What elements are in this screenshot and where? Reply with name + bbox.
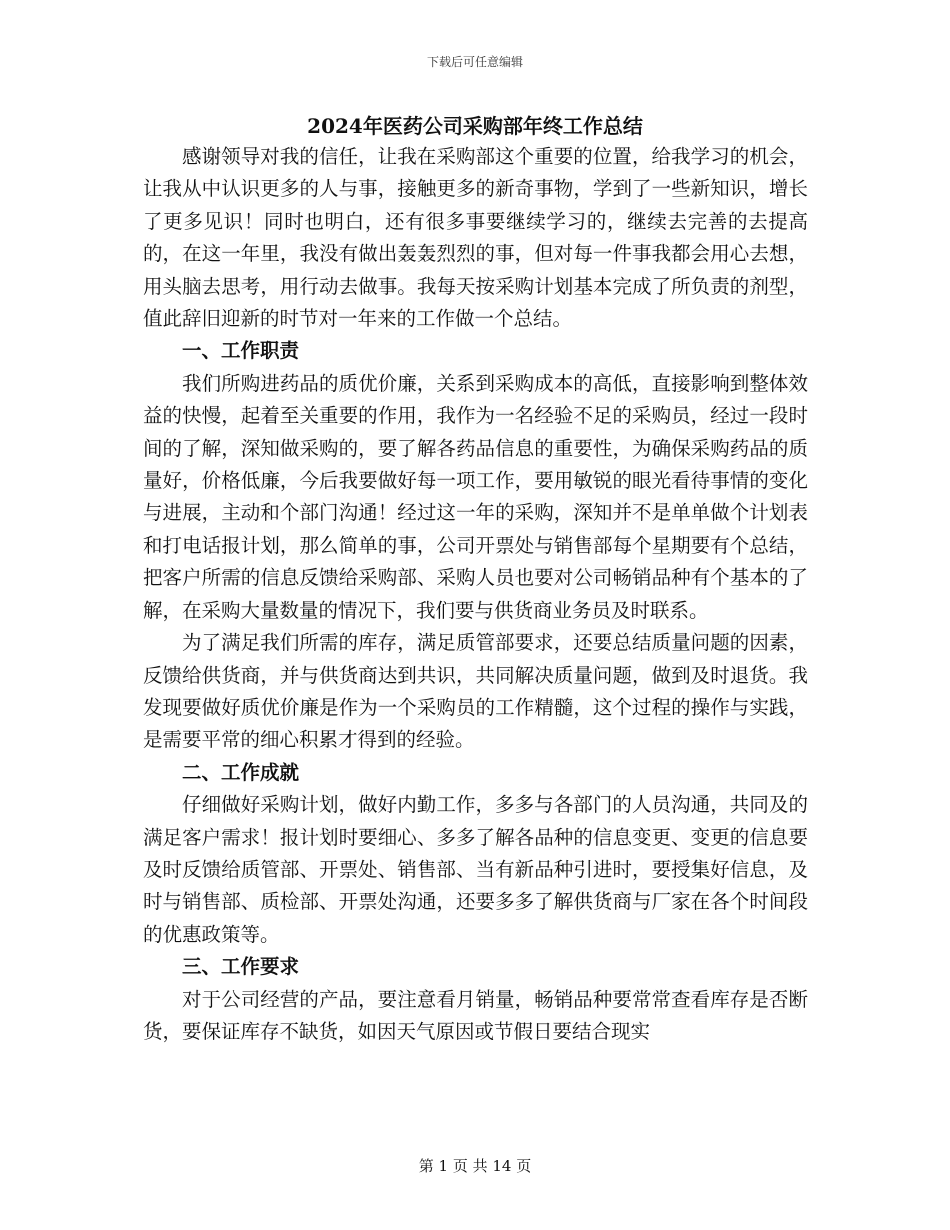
section-heading-achievements: 二、工作成就 xyxy=(182,760,300,784)
requirements-paragraph-1: 对于公司经营的产品，要注意看月销量，畅销品种要常常查看库存是否断货，要保证库存不缺货，如因天气原因或节假日要结合现实 xyxy=(143,987,808,1043)
document-title: 2024年医药公司采购部年终工作总结 xyxy=(307,114,643,138)
document-body xyxy=(143,141,808,1048)
intro-paragraph: 感谢领导对我的信任，让我在采购部这个重要的位置，给我学习的机会，让我从中认识更多的人与事，接触更多的新奇事物，学到了一些新知识，增长了更多见识！同时也明白，还有很多事要继续学习的，继续去完善的去提高的，在这一年里，我没有做出轰轰烈烈的事，但对每一件事我都会用心去想，用头脑去思考，用行动去做事。我每天按采购计划基本完成了所负责的剂型，值此辞旧迎新的时节对一年来的工作做一个总结。 xyxy=(143,145,808,331)
page-header-note: 下载后可任意编辑 xyxy=(426,55,523,69)
section-heading-requirements: 三、工作要求 xyxy=(182,955,300,979)
duties-paragraph-1: 我们所购进药品的质优价廉，关系到采购成本的高低，直接影响到整体效益的快慢，起着至关重要的作用，我作为一名经验不足的采购员，经过一段时间的了解，深知做采购的，要了解各药品信息的重要性，为确保采购药品的质量好，价格低廉，今后我要做好每一项工作，要用敏锐的眼光看待事情的变化与进展，主动和个部门沟通！经过这一年的采购，深知并不是单单做个计划表和打电话报计划，那么简单的事，公司开票处与销售部每个星期要有个总结，把客户所需的信息反馈给采购部、采购人员也要对公司畅销品种有个基本的了解，在采购大量数量的情况下，我们要与供货商业务员及时联系。 xyxy=(143,371,808,622)
section-heading-duties: 一、工作职责 xyxy=(182,339,300,363)
achievements-paragraph-1: 仔细做好采购计划，做好内勤工作，多多与各部门的人员沟通，共同及的满足客户需求！报计划时要细心、多多了解各品种的信息变更、变更的信息要及时反馈给质管部、开票处、销售部、当有新品种引进时，要授集好信息，及时与销售部、质检部、开票处沟通，还要多多了解供货商与厂家在各个时间段的优惠政策等。 xyxy=(143,793,808,946)
duties-paragraph-2: 为了满足我们所需的库存，满足质管部要求，还要总结质量问题的因素，反馈给供货商，并与供货商达到共识，共同解决质量问题，做到及时退货。我发现要做好质优价廉是作为一个采购员的工作精髓，这个过程的操作与实践，是需要平常的细心积累才得到的经验。 xyxy=(143,631,808,752)
page-number: 第 1 页 共 14 页 xyxy=(418,1157,532,1175)
